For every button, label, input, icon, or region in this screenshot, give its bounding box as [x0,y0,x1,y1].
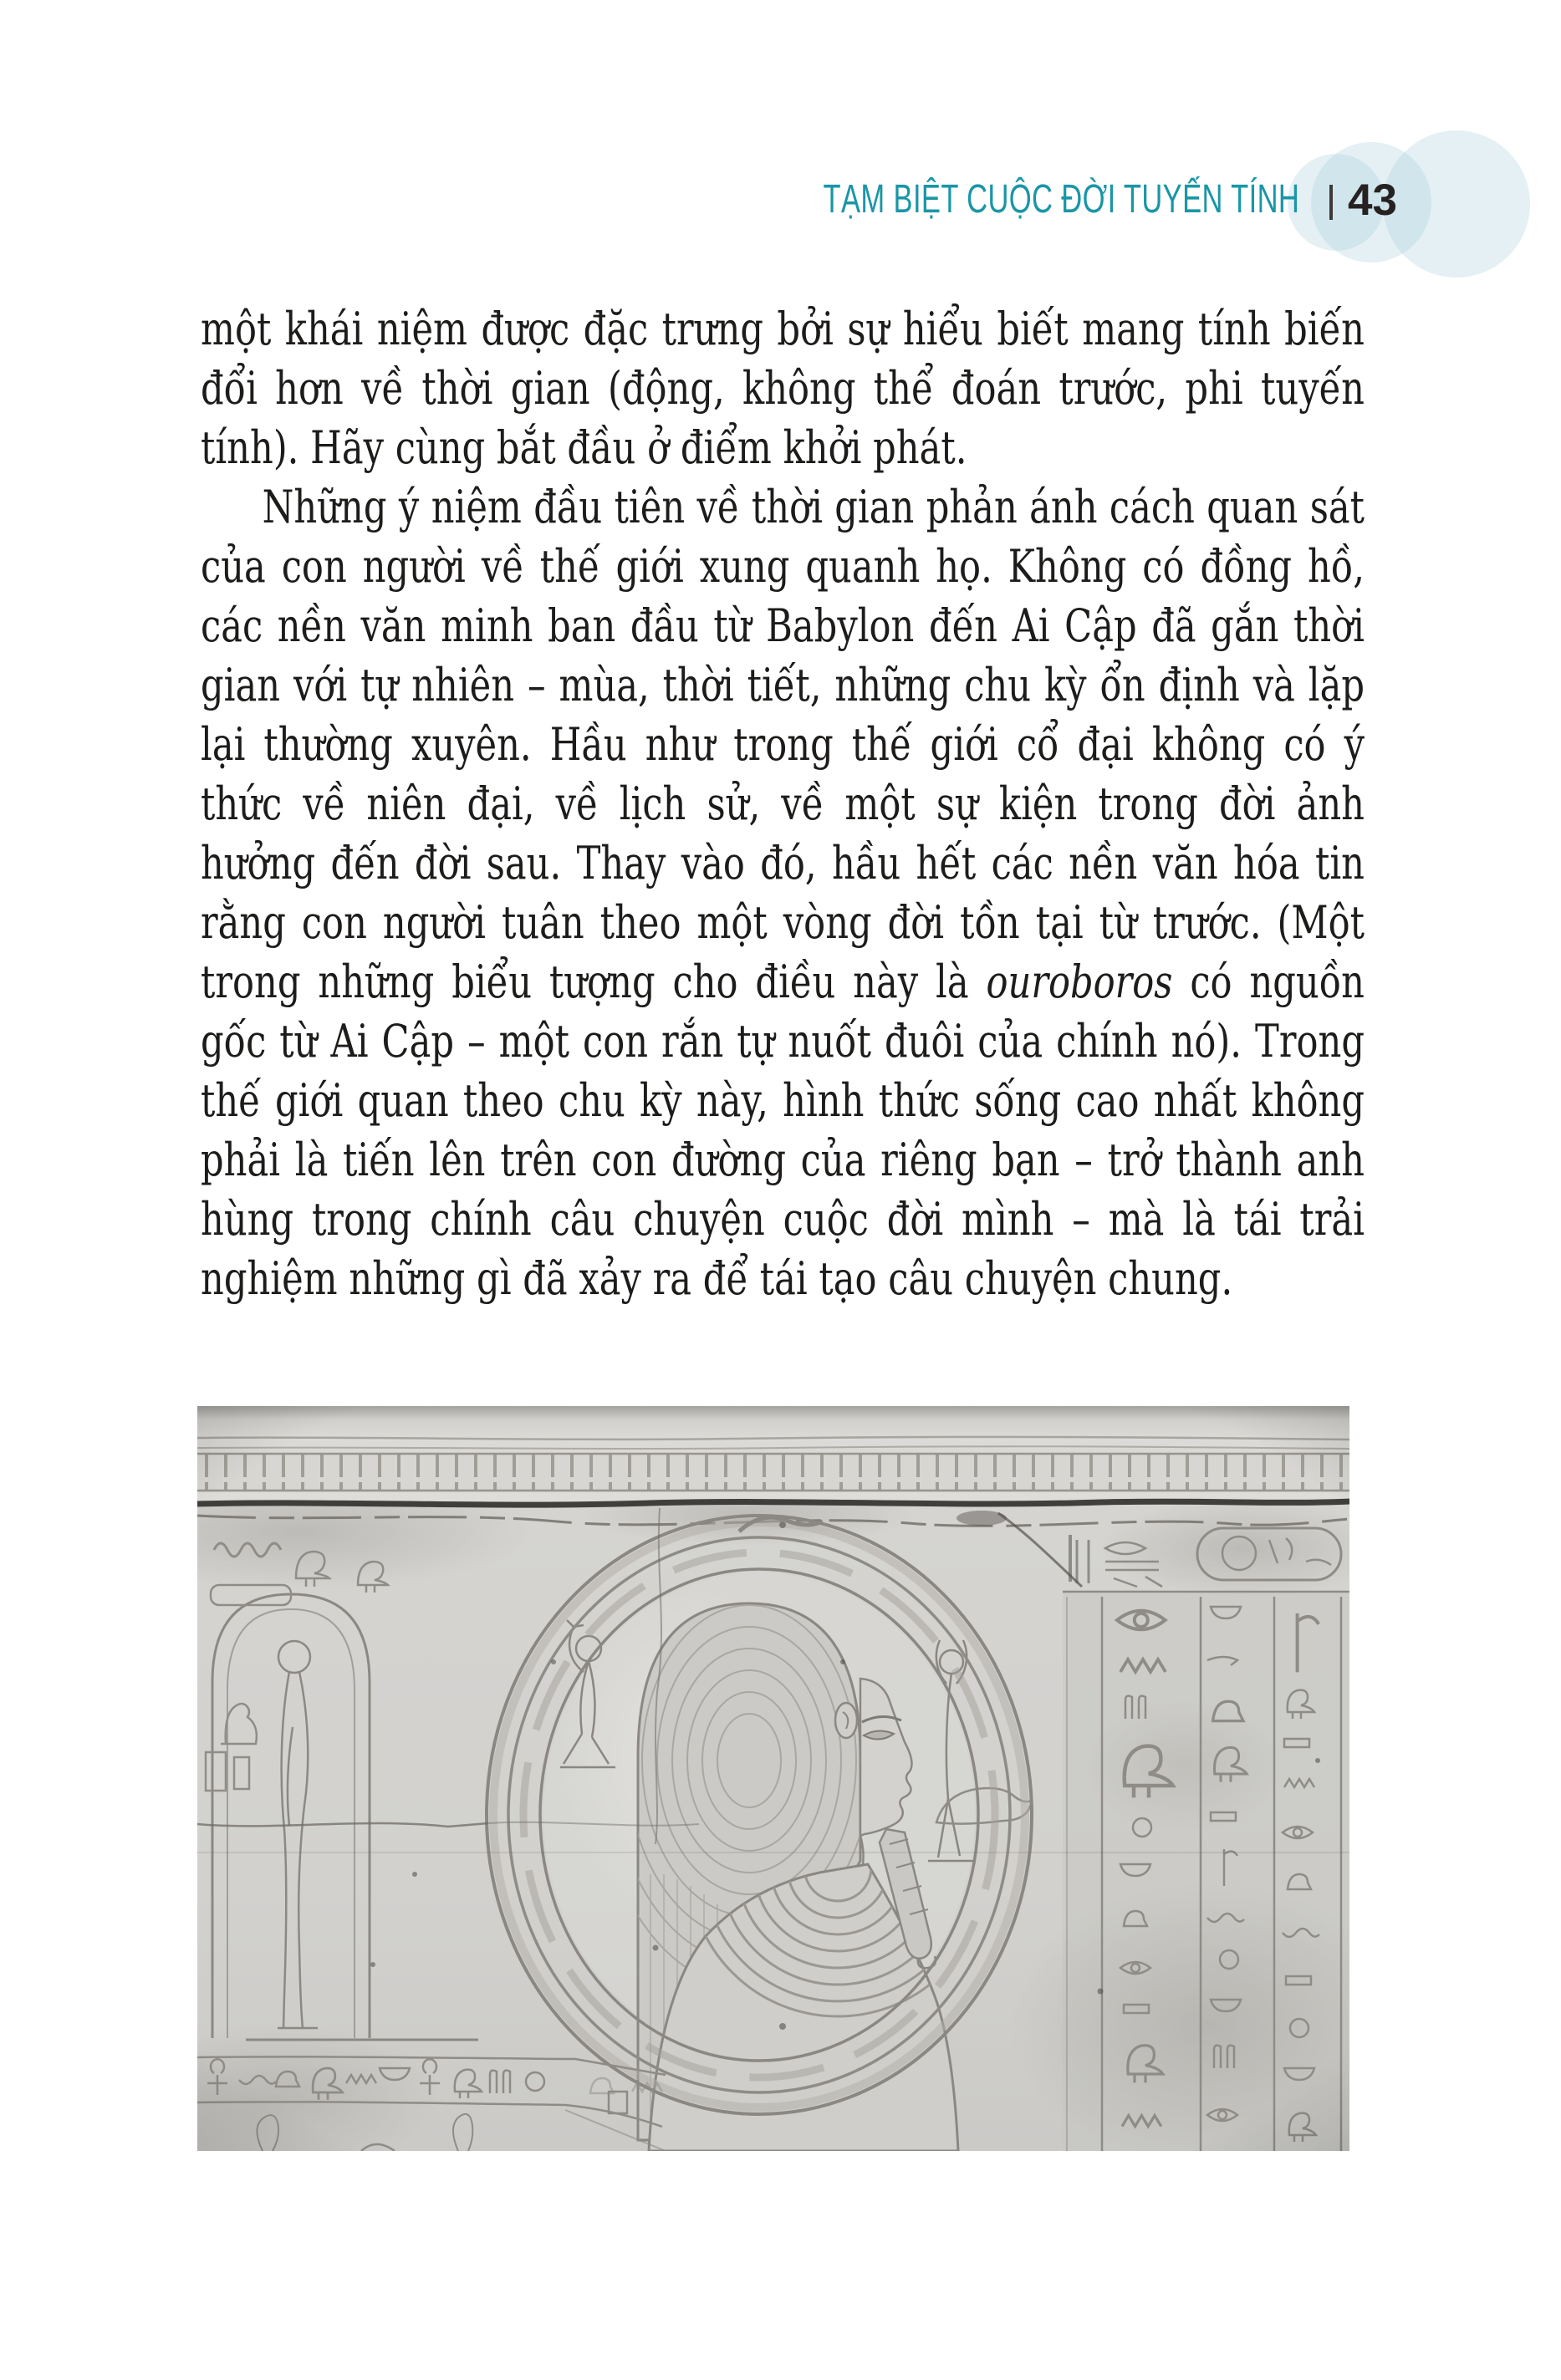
paragraph [201,299,1365,477]
paragraph-text: có nguồn gốc từ Ai Cập – một con rắn tự nuốt đuôi của chính nó). Trong thế giới quan theo chu kỳ này, hình thức sống cao nhất không phải là tiến lên trên con đường của riêng bạn – trở thành anh hùng trong chính câu chuyện cuộc đời mình – mà là tái trải nghiệm những gì đã xảy ra để tái tạo câu chuyện chung. [201,956,1365,1305]
paragraph-text: một khái niệm được đặc trưng bởi sự hiểu biết mang tính biến đổi hơn về thời gian (động, không thể đoán trước, phi tuyến tính). Hãy cùng bắt đầu ở điểm khởi phát. [201,303,1365,474]
paragraph-text: Những ý niệm đầu tiên về thời gian phản ánh cách quan sát của con người về thế giới xung quanh họ. Không có đồng hồ, các nền văn minh ban đầu từ Babylon đến Ai Cập đã gắn thời gian với tự nhiên – mùa, thời tiết, những chu kỳ ổn định và lặp lại thường xuyên. Hầu như trong thế giới cổ đại không có ý thức về niên đại, về lịch sử, về một sự kiện trong đời ảnh hưởng đến đời sau. Thay vào đó, hầu hết các nền văn hóa tin rằng con người tuân theo một vòng đời tồn tại từ trước. (Một trong những biểu tượng cho điều này là [201,481,1365,1008]
page-number: 43 [1348,176,1397,225]
decorative-circle [1383,130,1530,278]
body-text [201,299,1365,1308]
relief-photo [197,1406,1349,2151]
paragraph [201,477,1365,1308]
header-divider-bar [1329,185,1333,220]
italic-term: ouroboros [986,956,1173,1008]
chapter-title: TẠM BIỆT CUỘC ĐỜI TUYẾN TÍNH [823,177,1299,222]
photo-vignette [197,1406,1349,2151]
